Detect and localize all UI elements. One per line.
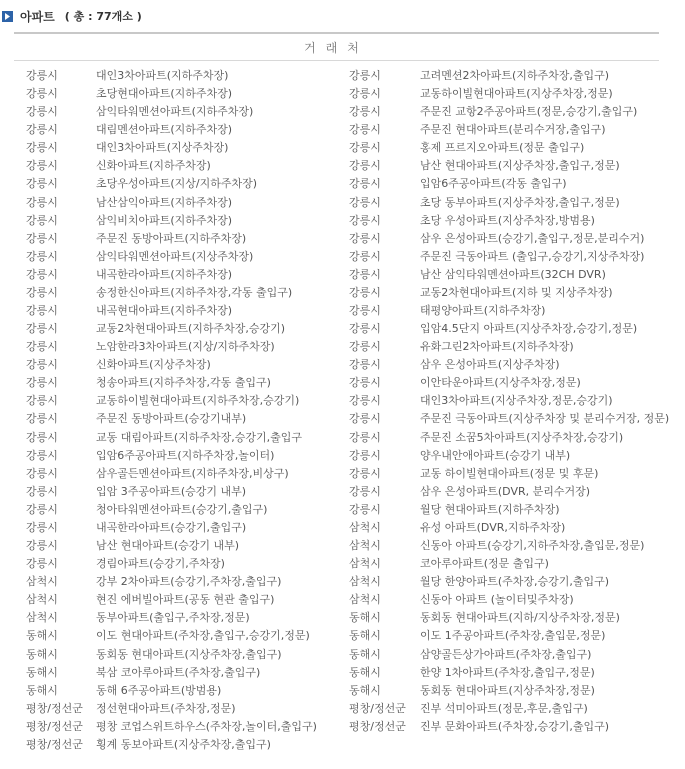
region-right: 삼척시 — [349, 593, 381, 607]
region-left: 강릉시 — [26, 141, 58, 155]
apartment-left: 청아타워멘션아파트(승강기,출입구) — [96, 502, 268, 516]
apartment-left: 남산 현대아파트(승강기 내부) — [96, 539, 240, 553]
region-right: 강릉시 — [349, 231, 381, 245]
apartment-left: 이도 현대아파트(주차장,출입구,승강기,정문) — [96, 629, 310, 643]
table-row — [0, 266, 685, 284]
region-right: 강릉시 — [349, 376, 381, 390]
region-left: 동해시 — [26, 647, 58, 661]
header-divider — [14, 60, 659, 61]
apartment-right: 이안타운아파트(지상주차장,정문) — [420, 376, 581, 390]
apartment-right: 진부 석미아파트(정문,후문,출입구) — [420, 701, 588, 715]
region-left: 강릉시 — [26, 159, 58, 173]
apartment-left: 대인3차아파트(지상주차장) — [96, 141, 229, 155]
apartment-left: 삼익타워멘션아파트(지상주차장) — [96, 249, 254, 263]
region-left: 강릉시 — [26, 195, 58, 209]
apartment-right: 삼우 은성아파트(DVR, 분리수거장) — [420, 484, 591, 498]
region-right: 동해시 — [349, 611, 381, 625]
table-row — [0, 429, 685, 447]
table-row — [0, 121, 685, 139]
apartment-right: 양우내안애아파트(승강기 내부) — [420, 448, 571, 462]
region-right: 강릉시 — [349, 285, 381, 299]
region-left: 삼척시 — [26, 593, 58, 607]
region-right: 강릉시 — [349, 87, 381, 101]
apartment-left: 동부아파트(출입구,주차장,정문) — [96, 611, 250, 625]
region-right: 삼척시 — [349, 575, 381, 589]
table-row — [0, 591, 685, 609]
apartment-left: 삼익타워멘션아파트(지하주차장) — [96, 105, 254, 119]
apartment-left: 입암6주공아파트(지하주차장,놀이터) — [96, 448, 275, 462]
apartment-right: 신동아 아파트(승강기,지하주차장,출입문,정문) — [420, 539, 645, 553]
region-left: 삼척시 — [26, 575, 58, 589]
table-row — [0, 194, 685, 212]
region-left: 강릉시 — [26, 123, 58, 137]
apartment-right: 주문진 극동아파트 (출입구,승강기,지상주차장) — [420, 249, 645, 263]
apartment-left: 경림아파트(승강기,주차장) — [96, 557, 225, 571]
table-row — [0, 447, 685, 465]
region-left: 강릉시 — [26, 285, 58, 299]
region-right: 삼척시 — [349, 520, 381, 534]
region-right: 강릉시 — [349, 123, 381, 137]
table-row — [0, 320, 685, 338]
region-right: 강릉시 — [349, 141, 381, 155]
region-right: 동해시 — [349, 629, 381, 643]
region-left: 강릉시 — [26, 502, 58, 516]
table-row — [0, 85, 685, 103]
apartment-left: 남산삼익아파트(지하주차장) — [96, 195, 233, 209]
table-row — [0, 103, 685, 121]
table-row — [0, 139, 685, 157]
apartment-left: 신화아파트(지상주차장) — [96, 358, 211, 372]
region-left: 강릉시 — [26, 177, 58, 191]
table-row — [0, 465, 685, 483]
apartment-right: 주문진 교항2주공아파트(정문,승강기,출입구) — [420, 105, 638, 119]
region-left: 강릉시 — [26, 105, 58, 119]
region-left: 강릉시 — [26, 249, 58, 263]
region-left: 강릉시 — [26, 520, 58, 534]
apartment-right: 삼양골든상가아파트(주차장,출입구) — [420, 647, 592, 661]
region-right: 강릉시 — [349, 340, 381, 354]
apartment-right: 동회동 현대아파트(지상주차장,정문) — [420, 683, 595, 697]
apartment-left: 청송아파트(지하주차장,각동 출입구) — [96, 376, 271, 390]
region-left: 강릉시 — [26, 430, 58, 444]
region-right: 강릉시 — [349, 105, 381, 119]
column-header-clients: 거래처 — [304, 40, 369, 55]
region-right: 강릉시 — [349, 195, 381, 209]
apartment-right: 이도 1주공아파트(주차장,출입문,정문) — [420, 629, 606, 643]
table-row — [0, 157, 685, 175]
region-right: 동해시 — [349, 647, 381, 661]
region-right: 강릉시 — [349, 430, 381, 444]
table-row — [0, 682, 685, 700]
apartment-right: 삼우 은성아파트(지상주차장) — [420, 358, 560, 372]
apartment-right: 교동하이빌현대아파트(지상주차장,정문) — [420, 87, 613, 101]
table-row — [0, 374, 685, 392]
region-right: 강릉시 — [349, 448, 381, 462]
region-left: 강릉시 — [26, 267, 58, 281]
region-right: 평창/정선군 — [349, 719, 406, 733]
region-left: 강릉시 — [26, 466, 58, 480]
apartment-left: 평창 코업스위트하우스(주차장,놀이터,출입구) — [96, 719, 317, 733]
table-row — [0, 67, 685, 85]
apartment-left: 초당우성아파트(지상/지하주차장) — [96, 177, 258, 191]
apartment-left: 대인3차아파트(지하주차장) — [96, 69, 229, 82]
apartment-left: 대림멘션아파트(지하주차장) — [96, 123, 233, 137]
region-left: 강릉시 — [26, 358, 58, 372]
apartment-left: 초당현대아파트(지하주차장) — [96, 87, 233, 101]
apartment-right: 주문진 소꿈5차아파트(지상주차장,승강기) — [420, 430, 624, 444]
region-left: 평창/정선군 — [26, 737, 83, 751]
table-row — [0, 736, 685, 754]
apartment-right: 초당 동부아파트(지상주차장,출입구,정문) — [420, 195, 620, 209]
region-right: 강릉시 — [349, 322, 381, 336]
region-left: 강릉시 — [26, 448, 58, 462]
region-left: 강릉시 — [26, 69, 58, 82]
region-right: 강릉시 — [349, 69, 381, 82]
apartment-right: 대인3차아파트(지상주차장,정문,승강기) — [420, 394, 613, 408]
apartment-left: 횡계 동보아파트(지상주차장,출입구) — [96, 737, 271, 751]
region-left: 강릉시 — [26, 322, 58, 336]
table-row — [0, 392, 685, 410]
total-count: ( 총 : 77개소 ) — [64, 10, 142, 23]
region-right: 평창/정선군 — [349, 701, 406, 715]
apartment-right: 월당 한양아파트(주차장,승강기,출입구) — [420, 575, 610, 589]
apartment-left: 동회동 현대아파트(지상주차장,출입구) — [96, 647, 282, 661]
region-right: 강릉시 — [349, 159, 381, 173]
table-row — [0, 230, 685, 248]
table-row — [0, 555, 685, 573]
apartment-right: 유화그린2차아파트(지하주차장) — [420, 340, 574, 354]
apartment-left: 현진 에버빌아파트(공동 현관 출입구) — [96, 593, 275, 607]
apartment-right: 월당 현대아파트(지하주차장) — [420, 502, 560, 516]
table-row — [0, 664, 685, 682]
region-right: 강릉시 — [349, 304, 381, 318]
table-row — [0, 248, 685, 266]
apartment-left: 주문진 동방아파트(승강기내부) — [96, 412, 247, 426]
table-row — [0, 483, 685, 501]
region-left: 삼척시 — [26, 611, 58, 625]
table-row — [0, 700, 685, 718]
client-list — [0, 67, 685, 754]
region-left: 동해시 — [26, 629, 58, 643]
apartment-right: 삼우 은성아파트(승강기,출입구,정문,분리수거) — [420, 231, 645, 245]
region-right: 강릉시 — [349, 177, 381, 191]
apartment-left: 정선현대아파트(주차장,정문) — [96, 701, 236, 715]
apartment-left: 교동2차현대아파트(지하주차장,승강기) — [96, 322, 286, 336]
apartment-right: 입암4.5단지 아파트(지상주차장,승강기,정문) — [420, 322, 638, 336]
table-row — [0, 410, 685, 428]
table-row — [0, 646, 685, 664]
apartment-left: 주문진 동방아파트(지하주차장) — [96, 231, 247, 245]
region-left: 동해시 — [26, 683, 58, 697]
region-left: 강릉시 — [26, 304, 58, 318]
table-row — [0, 537, 685, 555]
section-header — [0, 4, 685, 28]
table-row — [0, 284, 685, 302]
apartment-right: 교동 하이빌현대아파트(정문 및 후문) — [420, 466, 599, 480]
region-right: 강릉시 — [349, 213, 381, 227]
apartment-right: 신동아 아파트 (놀이터및주차장) — [420, 593, 574, 607]
apartment-right: 고려멘션2차아파트(지하주차장,출입구) — [420, 69, 610, 82]
region-left: 강릉시 — [26, 231, 58, 245]
region-right: 강릉시 — [349, 502, 381, 516]
region-left: 강릉시 — [26, 394, 58, 408]
apartment-right: 주문진 극동아파트(지상주차장 및 분리수거장, 정문) — [420, 412, 670, 426]
region-left: 동해시 — [26, 665, 58, 679]
apartment-left: 삼우골든멘션아파트(지하주차장,비상구) — [96, 466, 289, 480]
table-row — [0, 175, 685, 193]
arrow-right-icon — [2, 11, 13, 22]
section-title: 아파트 — [20, 9, 55, 24]
table-row — [0, 573, 685, 591]
apartment-right: 코아루아파트(정문 출입구) — [420, 557, 549, 571]
apartment-left: 동해 6주공아파트(방범용) — [96, 683, 222, 697]
apartment-right: 진부 문화아파트(주차장,승강기,출입구) — [420, 719, 610, 733]
table-row — [0, 718, 685, 736]
table-row — [0, 627, 685, 645]
apartment-left: 신화아파트(지하주차장) — [96, 159, 211, 173]
region-left: 강릉시 — [26, 484, 58, 498]
region-right: 강릉시 — [349, 249, 381, 263]
table-row — [0, 338, 685, 356]
table-row — [0, 519, 685, 537]
region-left: 강릉시 — [26, 213, 58, 227]
region-right: 강릉시 — [349, 267, 381, 281]
region-right: 동해시 — [349, 665, 381, 679]
region-right: 강릉시 — [349, 394, 381, 408]
table-row — [0, 212, 685, 230]
region-left: 강릉시 — [26, 539, 58, 553]
apartment-right: 초당 우성아파트(지상주차장,방범용) — [420, 213, 595, 227]
table-row — [0, 501, 685, 519]
apartment-right: 홍제 프르지오아파트(정문 출입구) — [420, 141, 585, 155]
apartment-right: 입암6주공아파트(각동 출입구) — [420, 177, 567, 191]
table-row — [0, 609, 685, 627]
region-left: 평창/정선군 — [26, 719, 83, 733]
apartment-left: 내곡한라아파트(승강기,출입구) — [96, 520, 247, 534]
region-right: 동해시 — [349, 683, 381, 697]
apartment-left: 교동하이빌현대아파트(지하주차장,승강기) — [96, 394, 300, 408]
apartment-right: 유성 아파트(DVR,지하주차장) — [420, 520, 566, 534]
region-left: 강릉시 — [26, 412, 58, 426]
apartment-right: 남산 삼익타워멘션아파트(32CH DVR) — [420, 267, 606, 281]
apartment-right: 태평양아파트(지하주차장) — [420, 304, 546, 318]
apartment-right: 교동2차현대아파트(지하 및 지상주차장) — [420, 285, 613, 299]
region-left: 강릉시 — [26, 376, 58, 390]
apartment-left: 북삼 코아루아파트(주차장,출입구) — [96, 665, 261, 679]
apartment-left: 입암 3주공아파트(승강기 내부) — [96, 484, 247, 498]
apartment-left: 노암한라3차아파트(지상/지하주차장) — [96, 340, 275, 354]
region-right: 삼척시 — [349, 557, 381, 571]
apartment-left: 강부 2차아파트(승강기,주차장,출입구) — [96, 575, 282, 589]
region-right: 강릉시 — [349, 466, 381, 480]
region-left: 강릉시 — [26, 87, 58, 101]
apartment-right: 남산 현대아파트(지상주차장,출입구,정문) — [420, 159, 620, 173]
apartment-left: 교동 대림아파트(지하주차장,승강기,출입구 — [96, 430, 303, 444]
region-left: 강릉시 — [26, 557, 58, 571]
region-left: 평창/정선군 — [26, 701, 83, 715]
region-right: 강릉시 — [349, 484, 381, 498]
table-row — [0, 302, 685, 320]
table-row — [0, 356, 685, 374]
region-left: 강릉시 — [26, 340, 58, 354]
apartment-left: 삼익비치아파트(지하주차장) — [96, 213, 233, 227]
apartment-left: 내곡현대아파트(지하주차장) — [96, 304, 233, 318]
region-right: 삼척시 — [349, 539, 381, 553]
region-right: 강릉시 — [349, 358, 381, 372]
apartment-left: 송정한신아파트(지하주차장,각동 출입구) — [96, 285, 293, 299]
apartment-right: 한양 1차아파트(주차장,출입구,정문) — [420, 665, 595, 679]
apartment-right: 동회동 현대아파트(지하/지상주차장,정문) — [420, 611, 620, 625]
region-right: 강릉시 — [349, 412, 381, 426]
apartment-left: 내곡한라아파트(지하주차장) — [96, 267, 233, 281]
apartment-right: 주문진 현대아파트(분리수거장,출입구) — [420, 123, 606, 137]
